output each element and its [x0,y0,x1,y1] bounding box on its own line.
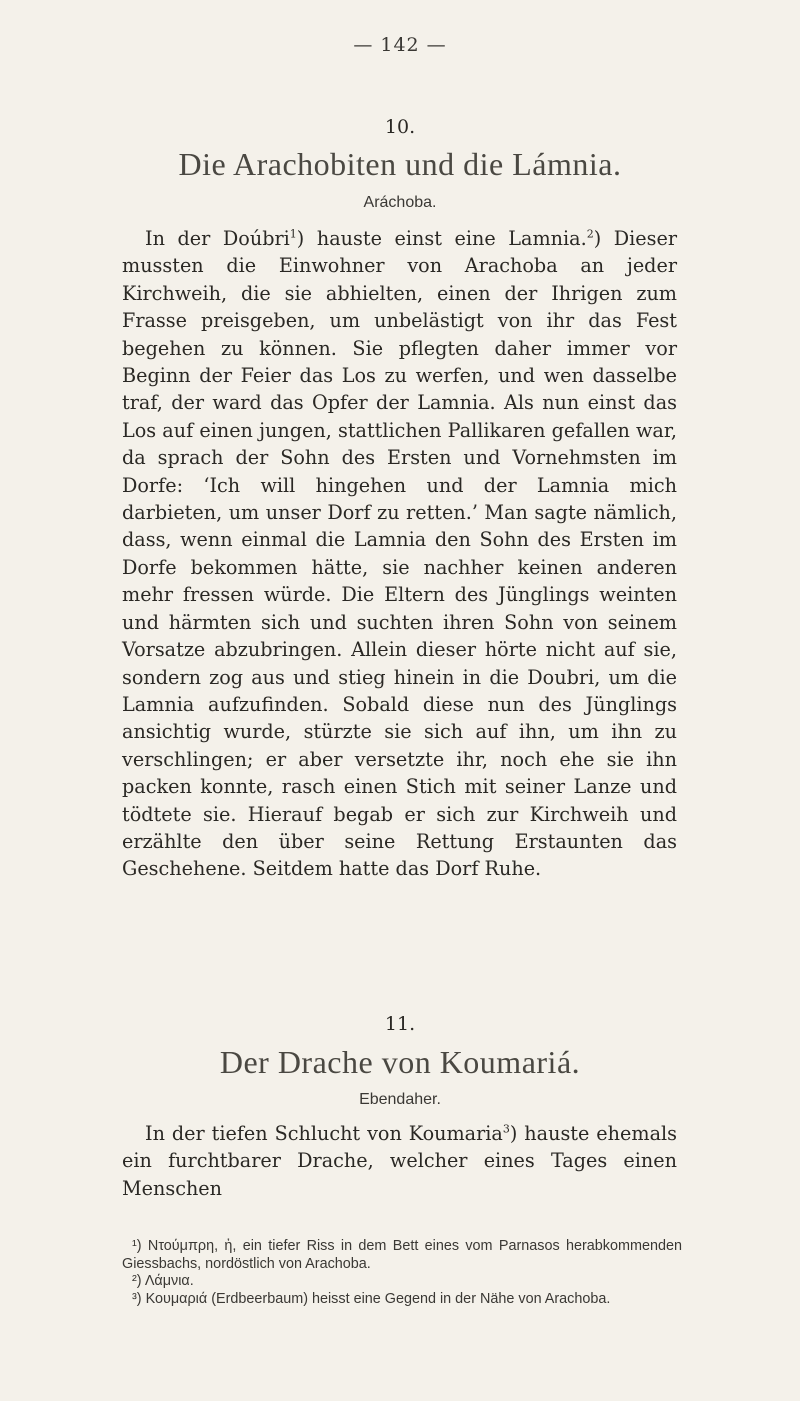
section-location: Aráchoba. [363,194,437,211]
footnotes [122,1238,682,1308]
paragraph-text: ) hauste einst eine Lamnia. [296,227,587,250]
footnote-ref[interactable]: 2 [586,227,594,241]
footnote [122,1273,682,1291]
paragraph-start: In der tiefen Schlucht von Koumaria [145,1122,503,1145]
section-title: Der Drache von Koumariá. [219,1044,581,1080]
footnote-text: Κουμαριά (Erdbeerbaum) heisst eine Gegend in der Nähe von Arachoba. [145,1290,611,1307]
footnote-mark: ³) [132,1290,142,1307]
paragraph [122,225,677,883]
section-body [122,1120,677,1202]
footnote [122,1238,682,1273]
footnote-mark: ¹) [132,1238,142,1254]
page-number-header: — 142 — [353,34,447,56]
footnote-ref[interactable]: 1 [289,227,297,241]
section-body [122,225,677,883]
section-location: Ebendaher. [359,1091,441,1108]
footnote-mark: ²) [132,1273,142,1289]
section-title: Die Arachobiten und die Lámnia. [178,146,622,182]
footnote-text: Ντούμπρη, ἡ, ein tiefer Riss in dem Bett eines vom Parnasos herabkommenden Giessbachs, nordöstlich von Arachoba. [122,1238,682,1272]
section-number: 10. [384,116,416,138]
paragraph-text: ) hauste ehemals ein furchtbarer Drache, welcher eines Tages einen Menschen [122,1122,677,1200]
paragraph-start: In der Doúbri [145,227,290,250]
paragraph-text: ) Dieser mussten die Einwohner von Arachoba an jeder Kirchweih, die sie abhielten, einen der Ihrigen zum Frasse preisgeben, um unbelästigt von ihr das Fest begehen zu können. Sie pflegten daher immer vor Beginn der Feier das Los zu werfen, und wen dasselbe traf, der ward das Opfer der Lamnia. Als nun einst das Los auf einen jungen, stattlichen Pallikaren gefallen war, da sprach der Sohn des Ersten und Vornehmsten im Dorfe: ‘Ich will hingehen und der Lamnia mich darbieten, um unser Dorf zu retten.’ Man sagte nämlich, dass, wenn einmal die Lamnia den Sohn des Ersten im Dorfe bekommen hätte, sie nachher keinen anderen mehr fressen würde. Die Eltern des Jünglings weinten und härmten sich und suchten ihren Sohn von seinem Vorsatze abzubringen. Allein dieser hörte nicht auf sie, sondern zog aus und stieg hinein in die Doubri, um die Lamnia aufzufinden. Sobald diese nun des Jünglings ansichtig wurde, stürzte sie sich auf ihn, um ihn zu verschlingen; er aber versetzte ihr, noch ehe sie ihn packen konnte, rasch einen Stich mit seiner Lanze und tödtete sie. Hierauf begab er sich zur Kirchweih und erzählte den über seine Rettung Erstaunten das Geschehene. Seitdem hatte das Dorf Ruhe. [122,227,677,881]
footnote [122,1291,682,1309]
footnote-text: Λάμνια. [144,1273,194,1289]
footnote-ref[interactable]: 3 [502,1122,510,1136]
section-number: 11. [384,1013,416,1035]
paragraph [122,1120,677,1202]
